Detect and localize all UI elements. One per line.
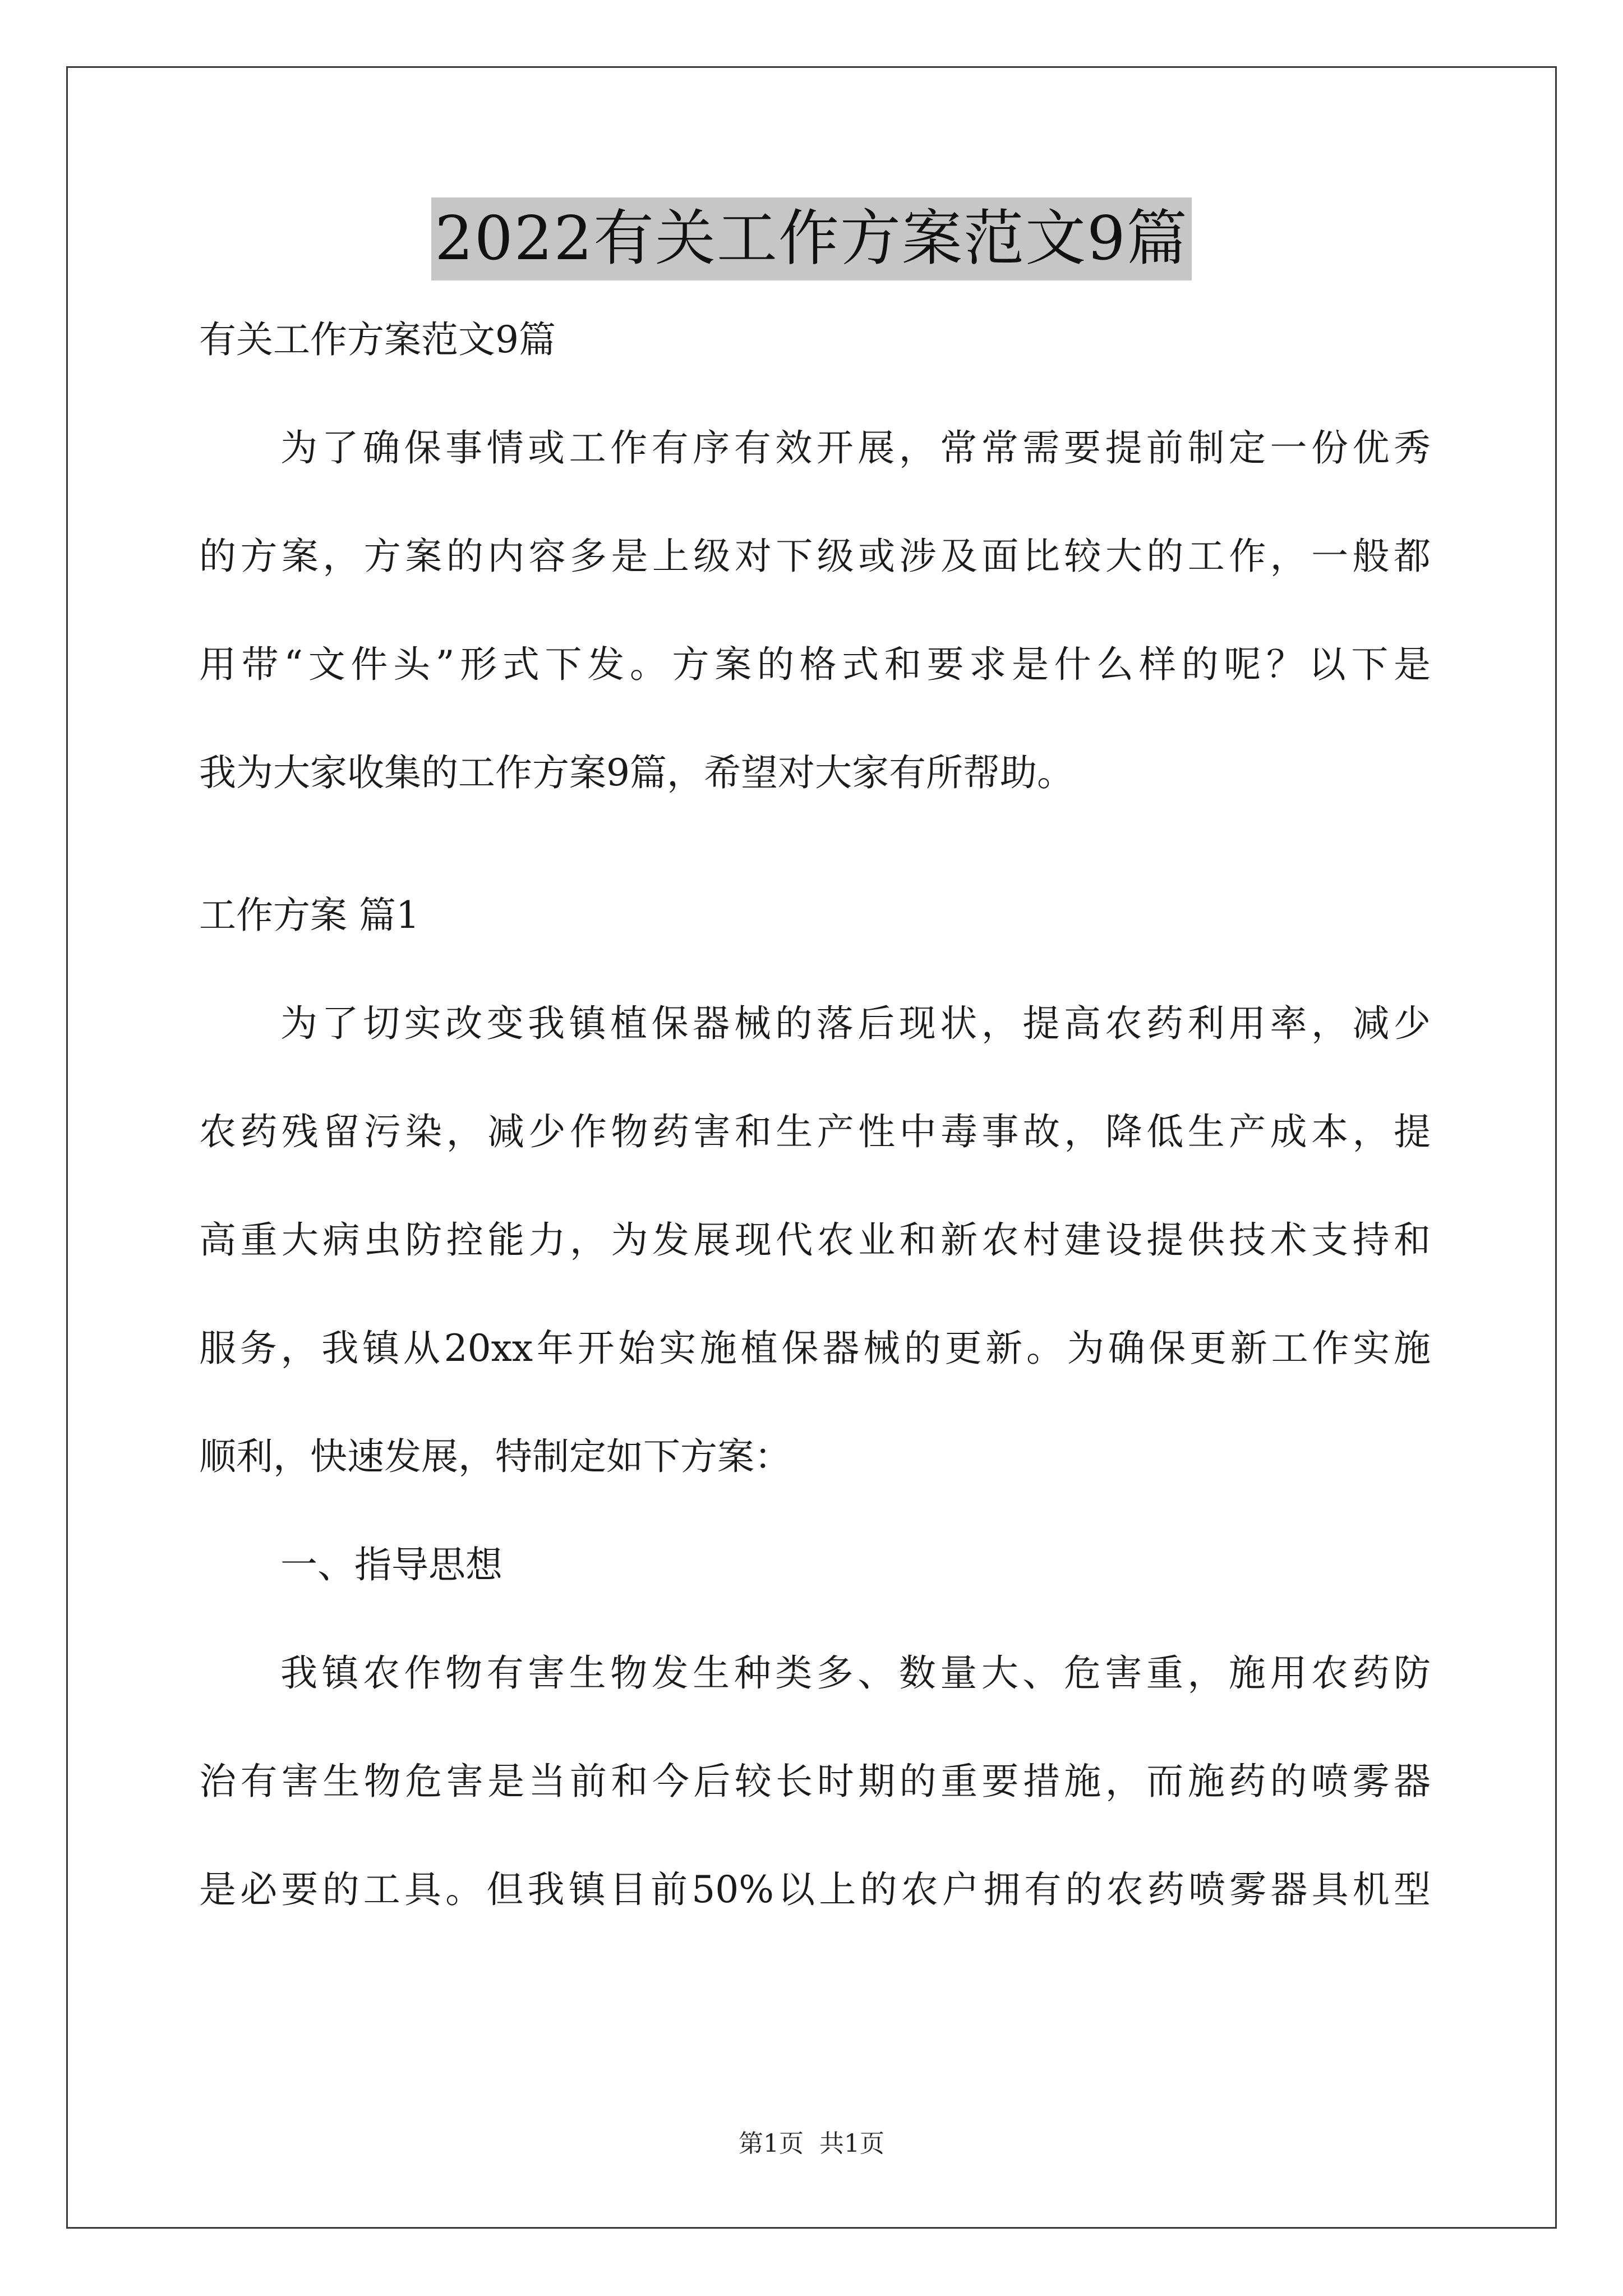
paragraph-line: 我镇农作物有害生物发生种类多、数量大、危害重，施用农药防 (280, 1651, 1431, 1695)
subsection-heading: 一、指导思想 (280, 1543, 502, 1586)
paragraph-line: 为了切实改变我镇植保器械的落后现状，提高农药利用率，减少 (280, 1002, 1431, 1045)
section-heading: 工作方案 篇1 (199, 894, 419, 937)
paragraph-line: 为了确保事情或工作有序有效开展，常常需要提前制定一份优秀 (280, 426, 1431, 470)
subtitle-line: 有关工作方案范文9篇 (199, 318, 556, 361)
title-container (0, 197, 1623, 280)
page-number: 第1页 (739, 2129, 804, 2158)
document-body (199, 314, 1431, 1972)
paragraph-line: 服务，我镇从20xx年开始实施植保器械的更新。为确保更新工作实施 (199, 1327, 1431, 1370)
paragraph-line: 农药残留污染，减少作物药害和生产性中毒事故，降低生产成本，提 (199, 1110, 1431, 1153)
paragraph-line: 用带“文件头”形式下发。方案的格式和要求是什么样的呢？以下是 (199, 643, 1431, 686)
paragraph-line: 治有害生物危害是当前和今后较长时期的重要措施，而施药的喷雾器 (199, 1760, 1431, 1803)
document-title: 2022有关工作方案范文9篇 (431, 197, 1192, 280)
page-total: 共1页 (819, 2129, 884, 2158)
paragraph-line: 的方案，方案的内容多是上级对下级或涉及面比较大的工作，一般都 (199, 535, 1431, 578)
paragraph-line: 我为大家收集的工作方案9篇，希望对大家有所帮助。 (199, 751, 1074, 794)
paragraph-line: 顺利，快速发展，特制定如下方案： (199, 1435, 791, 1478)
page-footer (0, 2127, 1623, 2161)
paragraph-line: 是必要的工具。但我镇目前50%以上的农户拥有的农药喷雾器具机型 (199, 1868, 1431, 1911)
paragraph-line: 高重大病虫防控能力，为发展现代农业和新农村建设提供技术支持和 (199, 1218, 1431, 1262)
